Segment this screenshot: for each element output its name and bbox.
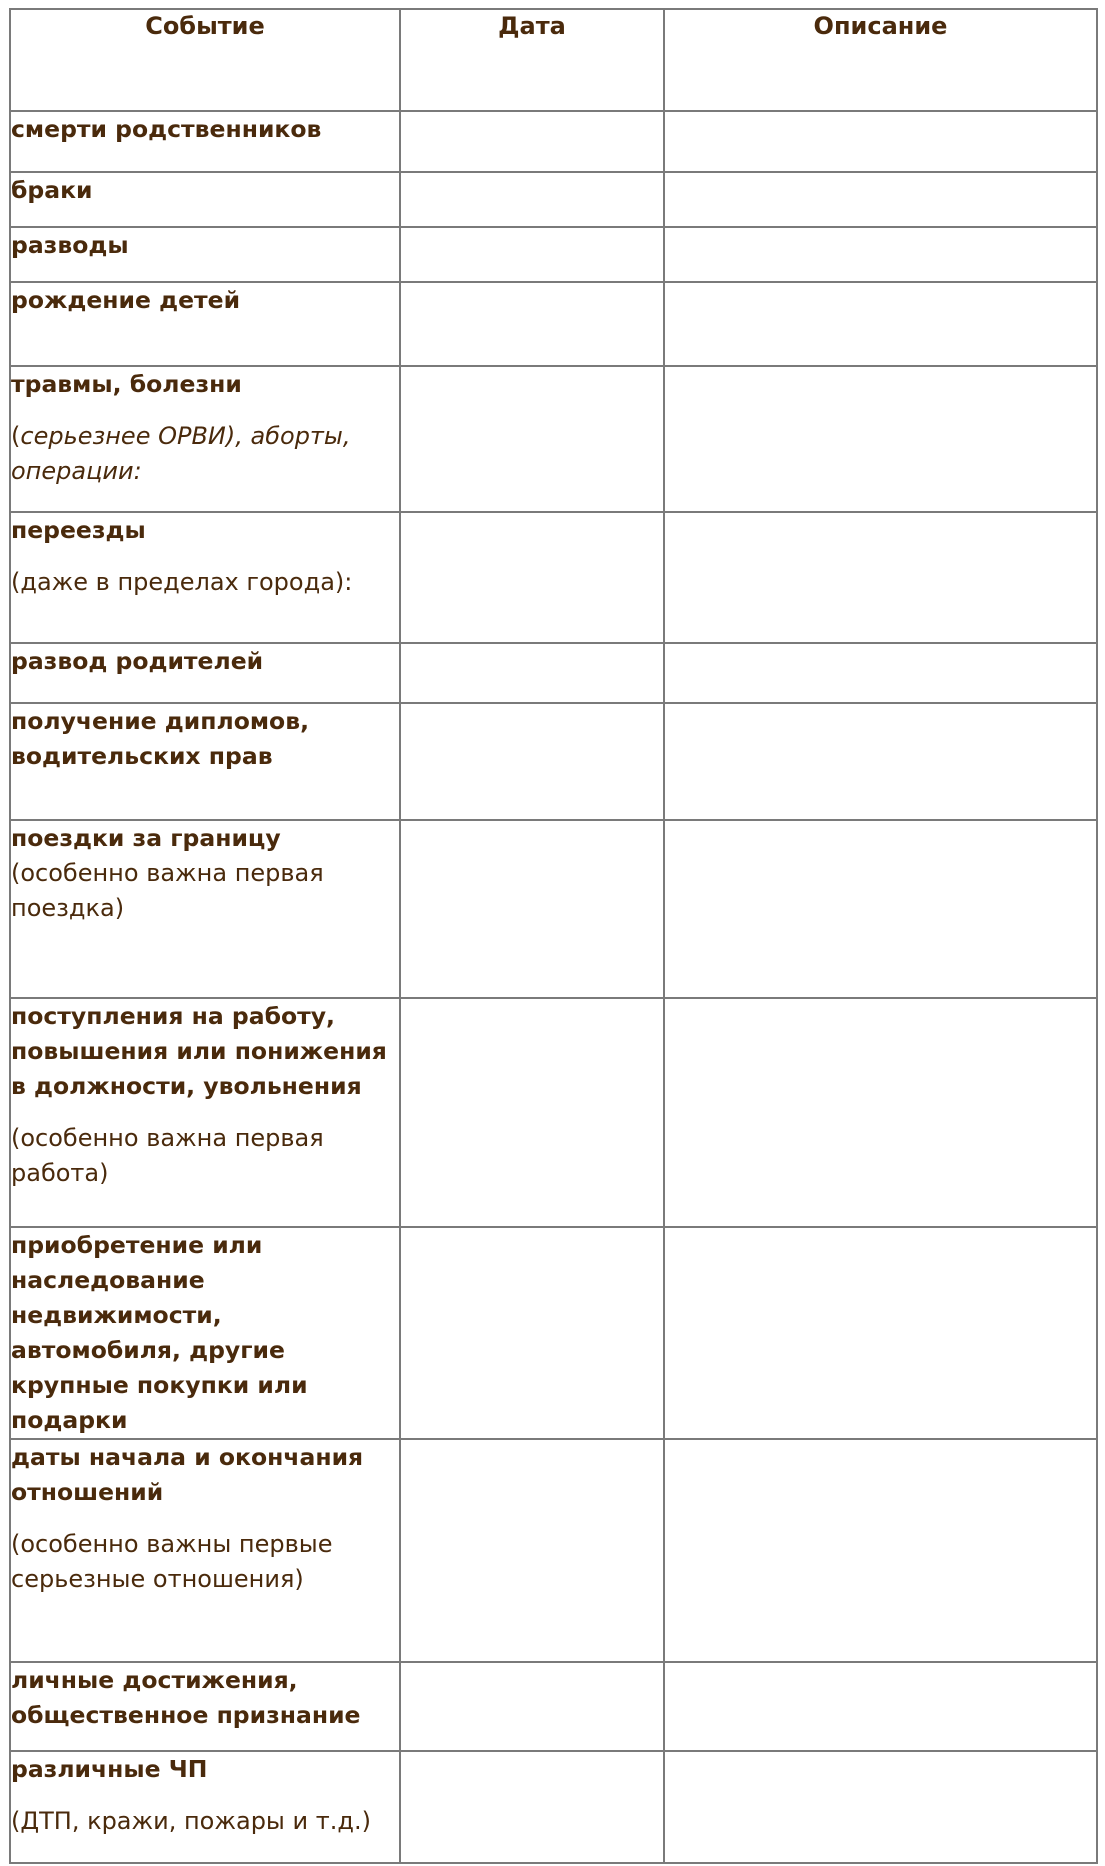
description-cell[interactable] — [664, 820, 1097, 998]
table-row — [10, 998, 1097, 1227]
date-cell[interactable] — [400, 1227, 664, 1439]
description-cell[interactable] — [664, 282, 1097, 366]
event-note: (особенно важна первая поездка) — [11, 859, 324, 922]
event-title: травмы, болезни — [11, 370, 242, 398]
events-table — [9, 8, 1098, 1864]
event-title: браки — [11, 176, 93, 204]
table-row — [10, 1662, 1097, 1751]
date-cell[interactable] — [400, 366, 664, 512]
header-event: Событие — [10, 9, 400, 111]
date-cell[interactable] — [400, 643, 664, 703]
date-cell[interactable] — [400, 1439, 664, 1662]
description-cell[interactable] — [664, 1439, 1097, 1662]
event-title: приобретение или наследование недвижимости, автомобиля, другие крупные покупки или подарки — [11, 1231, 308, 1434]
date-cell[interactable] — [400, 282, 664, 366]
event-title: развод родителей — [11, 647, 264, 675]
description-cell[interactable] — [664, 512, 1097, 643]
event-cell — [10, 227, 400, 282]
table-row — [10, 1751, 1097, 1863]
table-row — [10, 703, 1097, 820]
event-title: различные ЧП — [11, 1755, 208, 1783]
table-row — [10, 111, 1097, 172]
date-cell[interactable] — [400, 512, 664, 643]
description-cell[interactable] — [664, 227, 1097, 282]
event-cell — [10, 1227, 400, 1439]
description-cell[interactable] — [664, 643, 1097, 703]
header-row — [10, 9, 1097, 111]
description-cell[interactable] — [664, 703, 1097, 820]
event-cell — [10, 282, 400, 366]
event-cell — [10, 366, 400, 512]
table-row — [10, 282, 1097, 366]
event-title: переезды — [11, 516, 146, 544]
description-cell[interactable] — [664, 1662, 1097, 1751]
event-cell — [10, 703, 400, 820]
event-title: смерти родственников — [11, 115, 322, 143]
note-italic: серьезнее ОРВИ), аборты, операции: — [11, 422, 351, 485]
date-cell[interactable] — [400, 1751, 664, 1863]
table-row — [10, 1227, 1097, 1439]
event-cell — [10, 512, 400, 643]
date-cell[interactable] — [400, 998, 664, 1227]
description-cell[interactable] — [664, 1227, 1097, 1439]
table-row — [10, 227, 1097, 282]
event-cell — [10, 643, 400, 703]
date-cell[interactable] — [400, 703, 664, 820]
header-description: Описание — [664, 9, 1097, 111]
table-row — [10, 643, 1097, 703]
description-cell[interactable] — [664, 998, 1097, 1227]
table-row — [10, 512, 1097, 643]
event-note: (ДТП, кражи, пожары и т.д.) — [11, 1807, 371, 1835]
date-cell[interactable] — [400, 820, 664, 998]
event-note: (даже в пределах города): — [11, 568, 353, 596]
description-cell[interactable] — [664, 111, 1097, 172]
description-cell[interactable] — [664, 366, 1097, 512]
event-cell — [10, 172, 400, 227]
event-cell — [10, 1662, 400, 1751]
event-title: разводы — [11, 231, 129, 259]
event-title: рождение детей — [11, 286, 241, 314]
event-note — [11, 419, 399, 489]
event-title: получение дипломов, водительских прав — [11, 707, 309, 770]
event-cell — [10, 998, 400, 1227]
header-date: Дата — [400, 9, 664, 111]
description-cell[interactable] — [664, 1751, 1097, 1863]
date-cell[interactable] — [400, 1662, 664, 1751]
description-cell[interactable] — [664, 172, 1097, 227]
table-row — [10, 1439, 1097, 1662]
event-cell — [10, 1751, 400, 1863]
table-row — [10, 820, 1097, 998]
date-cell[interactable] — [400, 111, 664, 172]
table-row — [10, 172, 1097, 227]
event-note: (особенно важны первые серьезные отношения) — [11, 1530, 333, 1593]
event-cell — [10, 111, 400, 172]
event-note: (особенно важна первая работа) — [11, 1124, 324, 1187]
event-cell — [10, 1439, 400, 1662]
event-title: поступления на работу, повышения или понижения в должности, увольнения — [11, 1002, 387, 1100]
date-cell[interactable] — [400, 172, 664, 227]
event-title: личные достижения, общественное признание — [11, 1666, 361, 1729]
event-title: даты начала и окончания отношений — [11, 1443, 364, 1506]
event-cell — [10, 820, 400, 998]
date-cell[interactable] — [400, 227, 664, 282]
table-row — [10, 366, 1097, 512]
note-paren: ( — [11, 422, 21, 450]
event-title: поездки за границу — [11, 824, 281, 852]
